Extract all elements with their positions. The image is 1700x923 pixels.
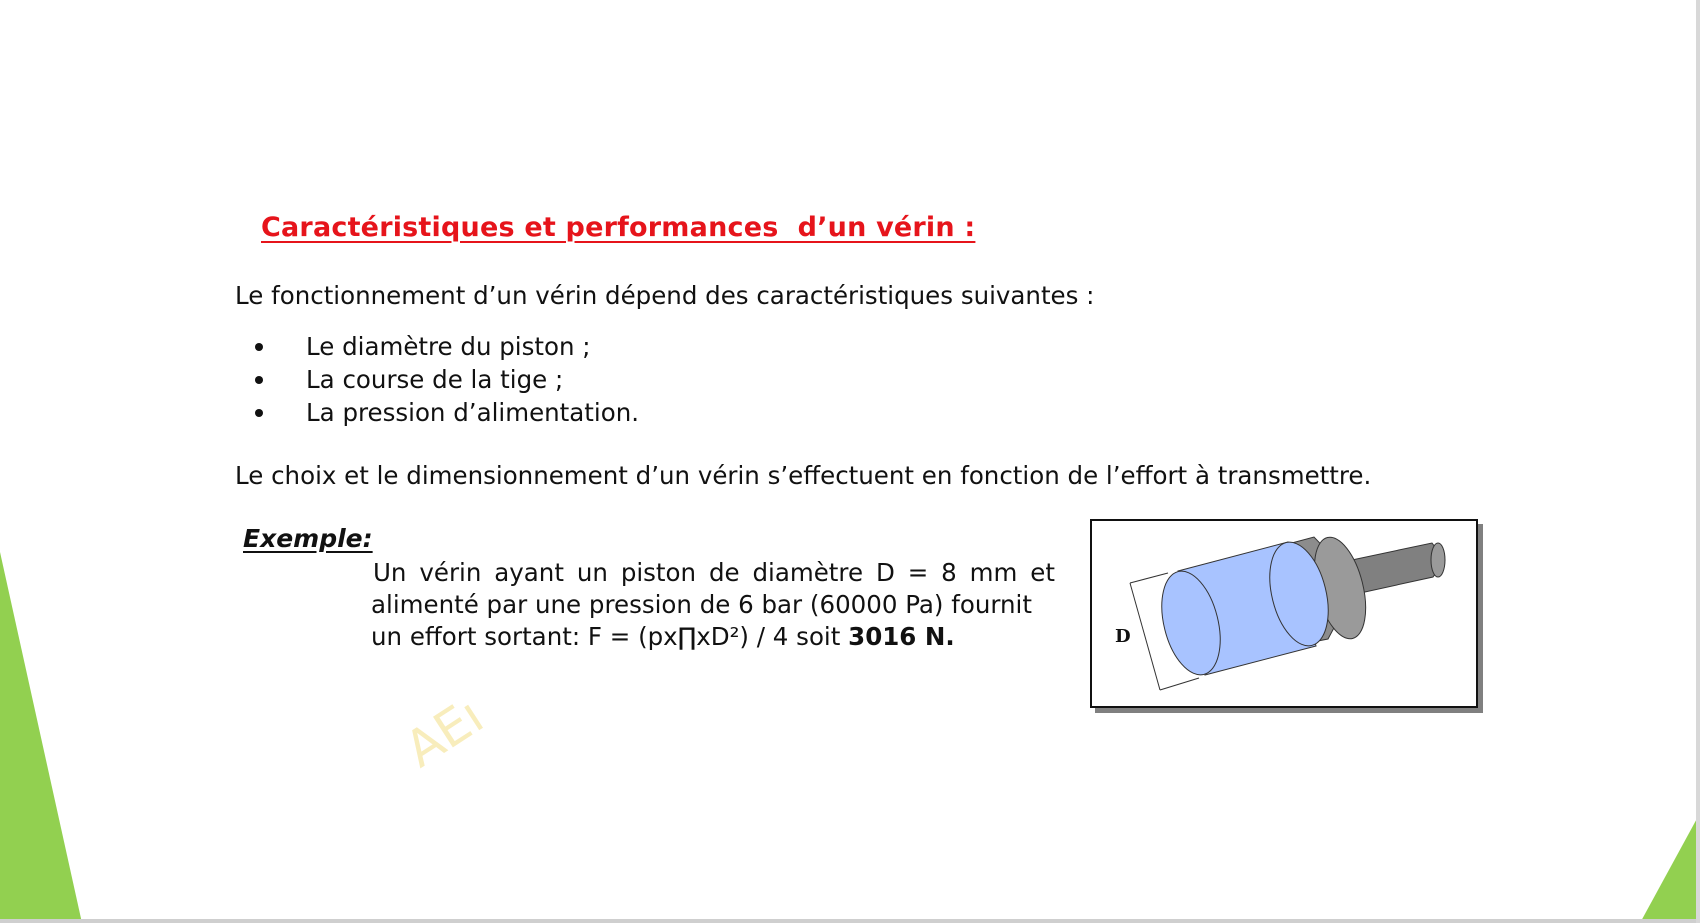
dimension-tick-top bbox=[1130, 573, 1168, 583]
rod-end bbox=[1431, 543, 1445, 577]
result-value: 3016 N. bbox=[848, 622, 955, 651]
word: ayant bbox=[494, 558, 564, 587]
green-triangle-left bbox=[0, 552, 82, 923]
bullet-icon bbox=[255, 376, 263, 384]
bullet-icon bbox=[255, 409, 263, 417]
word: diamètre bbox=[752, 558, 864, 587]
list-item bbox=[235, 396, 639, 429]
green-triangle-right bbox=[1640, 813, 1700, 923]
list-item-label: La pression d’alimentation. bbox=[306, 398, 640, 427]
list-item bbox=[235, 363, 639, 396]
dimension-line bbox=[1130, 583, 1160, 690]
choice-text: Le choix et le dimensionnement d’un vérin s’effectuent en fonction de l’effort à transmettre. bbox=[235, 461, 1372, 490]
example-line-3 bbox=[371, 621, 1055, 653]
cylinder-figure bbox=[1090, 519, 1478, 708]
word: D bbox=[875, 558, 895, 587]
example-text bbox=[371, 557, 1055, 653]
example-line-1 bbox=[371, 557, 1055, 589]
bottom-edge bbox=[0, 919, 1700, 923]
characteristics-list bbox=[235, 330, 639, 429]
list-item-label: La course de la tige ; bbox=[306, 365, 564, 394]
word: de bbox=[708, 558, 740, 587]
example-line-2: alimenté par une pression de 6 bar (60000 Pa) fournit bbox=[371, 590, 1032, 619]
example-label: Exemple: bbox=[243, 524, 373, 553]
list-item bbox=[235, 330, 639, 363]
cylinder-illustration bbox=[1092, 521, 1476, 706]
word: un bbox=[576, 558, 608, 587]
right-edge bbox=[1696, 0, 1700, 923]
word: piston bbox=[620, 558, 697, 587]
word: 8 bbox=[941, 558, 957, 587]
word: vérin bbox=[419, 558, 482, 587]
word: = bbox=[907, 558, 929, 587]
word: Un bbox=[373, 558, 407, 587]
word: mm bbox=[969, 558, 1018, 587]
dimension-label: D bbox=[1115, 626, 1131, 647]
bullet-icon bbox=[255, 343, 263, 351]
intro-text: Le fonctionnement d’un vérin dépend des caractéristiques suivantes : bbox=[235, 281, 1095, 310]
formula-text: un effort sortant: F = (px∏xD²) / 4 soit bbox=[371, 622, 849, 651]
slide-title: Caractéristiques et performances d’un vérin : bbox=[261, 212, 976, 243]
word: et bbox=[1030, 558, 1055, 587]
dimension-tick-bottom bbox=[1160, 678, 1199, 690]
watermark: AEı bbox=[395, 686, 494, 779]
list-item-label: Le diamètre du piston ; bbox=[306, 332, 591, 361]
